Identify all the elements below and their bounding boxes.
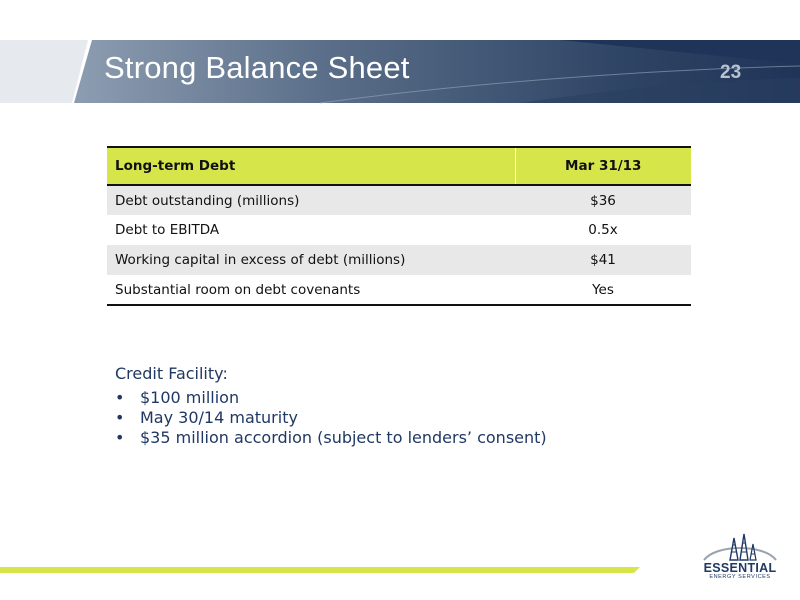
row-label: Debt to EBITDA <box>115 222 220 238</box>
debt-table <box>107 146 691 306</box>
list-item-text: $100 million <box>140 388 240 407</box>
column-header-date: Mar 31/13 <box>515 147 691 185</box>
bullet-icon: • <box>115 428 125 447</box>
row-value: $36 <box>590 192 616 209</box>
list-item <box>115 408 547 428</box>
table-row <box>107 185 691 215</box>
logo-tagline: ENERGY SERVICES <box>709 574 771 580</box>
table-row <box>107 245 691 275</box>
bullet-icon: • <box>115 408 125 427</box>
credit-facility-section <box>115 364 547 448</box>
table-header-row <box>107 147 691 185</box>
page-title: Strong Balance Sheet <box>104 50 410 85</box>
title-banner <box>0 0 800 110</box>
table-row <box>107 215 691 245</box>
table-row <box>107 275 691 305</box>
row-label: Working capital in excess of debt (millions) <box>115 252 406 268</box>
footer-accent-bar <box>0 565 640 577</box>
list-item-text: $35 million accordion (subject to lenders’ consent) <box>140 428 547 447</box>
page-number: 23 <box>720 62 742 83</box>
list-item <box>115 428 547 448</box>
logo-wordmark: ESSENTIAL <box>703 561 777 575</box>
column-header-metric: Long-term Debt <box>115 158 236 174</box>
row-label: Substantial room on debt covenants <box>115 281 361 298</box>
list-item-text: May 30/14 maturity <box>140 408 298 427</box>
row-label: Debt outstanding (millions) <box>115 192 300 209</box>
credit-facility-list <box>115 388 547 448</box>
list-item <box>115 388 547 408</box>
bullet-icon: • <box>115 388 125 407</box>
row-value: 0.5x <box>588 222 618 238</box>
row-value: $41 <box>590 252 616 268</box>
credit-facility-heading: Credit Facility: <box>115 364 228 383</box>
oil-rig-icon <box>686 530 794 562</box>
row-value: Yes <box>592 281 614 298</box>
company-logo <box>686 530 794 582</box>
